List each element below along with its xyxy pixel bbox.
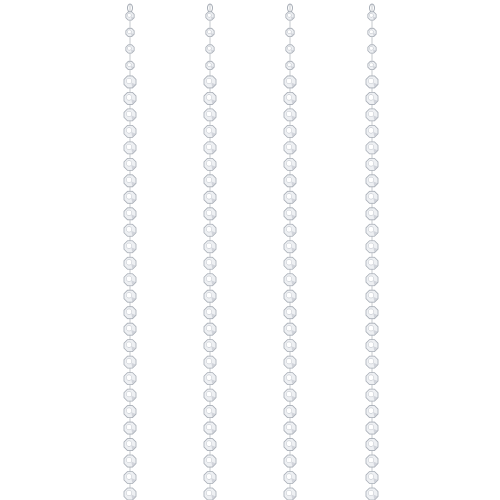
crystal-bead bbox=[204, 224, 216, 236]
crystal-bead bbox=[206, 45, 214, 53]
crystal-bead bbox=[124, 340, 136, 352]
crystal-bead bbox=[124, 323, 136, 335]
crystal-bead bbox=[366, 224, 378, 236]
crystal-bead bbox=[284, 472, 296, 484]
crystal-bead bbox=[366, 356, 378, 368]
crystal-bead bbox=[366, 340, 378, 352]
crystal-bead bbox=[284, 257, 296, 269]
crystal-bead bbox=[366, 109, 378, 121]
crystal-bead bbox=[124, 76, 136, 88]
crystal-bead bbox=[124, 373, 136, 385]
crystal-bead bbox=[124, 389, 136, 401]
crystal-bead bbox=[366, 76, 378, 88]
crystal-bead bbox=[368, 12, 376, 20]
crystal-bead bbox=[366, 158, 378, 170]
crystal-bead bbox=[204, 340, 216, 352]
crystal-bead bbox=[124, 274, 136, 286]
crystal-bead bbox=[366, 191, 378, 203]
crystal-bead bbox=[204, 125, 216, 137]
crystal-bead bbox=[366, 323, 378, 335]
crystal-bead bbox=[366, 290, 378, 302]
crystal-bead bbox=[204, 274, 216, 286]
crystal-bead bbox=[124, 142, 136, 154]
crystal-bead bbox=[124, 109, 136, 121]
crystal-bead bbox=[204, 389, 216, 401]
crystal-bead bbox=[204, 142, 216, 154]
crystal-bead bbox=[124, 175, 136, 187]
crystal-bead bbox=[284, 241, 296, 253]
crystal-bead bbox=[366, 455, 378, 467]
crystal-bead bbox=[366, 488, 378, 500]
crystal-bead bbox=[204, 208, 216, 220]
crystal-bead bbox=[124, 158, 136, 170]
crystal-bead bbox=[204, 191, 216, 203]
crystal-bead bbox=[286, 61, 294, 69]
bead-strand bbox=[204, 4, 216, 500]
crystal-bead bbox=[366, 241, 378, 253]
crystal-bead bbox=[204, 158, 216, 170]
crystal-bead bbox=[206, 61, 214, 69]
crystal-bead bbox=[204, 307, 216, 319]
crystal-bead bbox=[366, 439, 378, 451]
crystal-bead bbox=[204, 439, 216, 451]
crystal-bead bbox=[124, 241, 136, 253]
crystal-bead bbox=[286, 28, 294, 36]
crystal-bead bbox=[368, 61, 376, 69]
crystal-bead bbox=[284, 224, 296, 236]
crystal-bead bbox=[284, 455, 296, 467]
crystal-bead bbox=[284, 142, 296, 154]
bead-strand bbox=[366, 4, 378, 500]
crystal-bead bbox=[284, 191, 296, 203]
crystal-bead bbox=[284, 274, 296, 286]
crystal-bead bbox=[284, 439, 296, 451]
crystal-bead bbox=[284, 389, 296, 401]
crystal-bead bbox=[284, 340, 296, 352]
crystal-bead bbox=[366, 389, 378, 401]
crystal-bead bbox=[124, 472, 136, 484]
crystal-bead bbox=[204, 455, 216, 467]
crystal-bead bbox=[126, 28, 134, 36]
crystal-bead bbox=[126, 61, 134, 69]
crystal-bead bbox=[204, 175, 216, 187]
crystal-bead bbox=[366, 472, 378, 484]
crystal-bead bbox=[284, 373, 296, 385]
crystal-bead bbox=[124, 488, 136, 500]
crystal-bead bbox=[284, 158, 296, 170]
crystal-bead bbox=[124, 455, 136, 467]
crystal-bead bbox=[204, 323, 216, 335]
crystal-bead bbox=[204, 406, 216, 418]
crystal-bead bbox=[284, 406, 296, 418]
crystal-bead bbox=[124, 125, 136, 137]
crystal-bead bbox=[124, 191, 136, 203]
crystal-bead bbox=[204, 422, 216, 434]
crystal-bead bbox=[284, 307, 296, 319]
crystal-bead bbox=[286, 45, 294, 53]
crystal-bead bbox=[366, 142, 378, 154]
crystal-bead bbox=[126, 45, 134, 53]
crystal-bead bbox=[284, 323, 296, 335]
crystal-bead bbox=[284, 175, 296, 187]
crystal-bead bbox=[124, 439, 136, 451]
crystal-bead bbox=[204, 290, 216, 302]
crystal-bead bbox=[366, 208, 378, 220]
crystal-bead bbox=[204, 241, 216, 253]
crystal-bead bbox=[206, 28, 214, 36]
crystal-bead bbox=[366, 274, 378, 286]
crystal-bead bbox=[124, 422, 136, 434]
crystal-bead bbox=[124, 290, 136, 302]
crystal-bead bbox=[284, 488, 296, 500]
crystal-bead bbox=[204, 257, 216, 269]
crystal-bead bbox=[284, 92, 296, 104]
crystal-bead bbox=[286, 12, 294, 20]
crystal-bead bbox=[124, 406, 136, 418]
crystal-bead bbox=[124, 257, 136, 269]
crystal-bead bbox=[284, 356, 296, 368]
crystal-bead bbox=[126, 12, 134, 20]
crystal-bead bbox=[368, 28, 376, 36]
crystal-bead bbox=[366, 92, 378, 104]
bead-strand bbox=[284, 4, 296, 500]
crystal-bead bbox=[368, 45, 376, 53]
crystal-bead bbox=[366, 307, 378, 319]
crystal-bead bbox=[366, 406, 378, 418]
crystal-bead bbox=[124, 208, 136, 220]
crystal-bead bbox=[366, 175, 378, 187]
crystal-bead bbox=[204, 472, 216, 484]
crystal-bead bbox=[204, 373, 216, 385]
crystal-bead bbox=[206, 12, 214, 20]
crystal-bead bbox=[124, 92, 136, 104]
crystal-bead bbox=[366, 125, 378, 137]
crystal-bead bbox=[204, 488, 216, 500]
crystal-bead bbox=[284, 109, 296, 121]
bead-strand bbox=[124, 4, 136, 500]
crystal-bead bbox=[204, 109, 216, 121]
crystal-bead bbox=[284, 208, 296, 220]
crystal-bead bbox=[124, 356, 136, 368]
crystal-bead bbox=[204, 76, 216, 88]
crystal-bead bbox=[124, 224, 136, 236]
crystal-bead bbox=[204, 356, 216, 368]
crystal-bead bbox=[204, 92, 216, 104]
crystal-bead bbox=[366, 373, 378, 385]
crystal-bead bbox=[124, 307, 136, 319]
crystal-bead bbox=[284, 125, 296, 137]
crystal-bead bbox=[366, 422, 378, 434]
crystal-bead bbox=[366, 257, 378, 269]
crystal-bead bbox=[284, 76, 296, 88]
crystal-bead bbox=[284, 290, 296, 302]
crystal-bead bbox=[284, 422, 296, 434]
